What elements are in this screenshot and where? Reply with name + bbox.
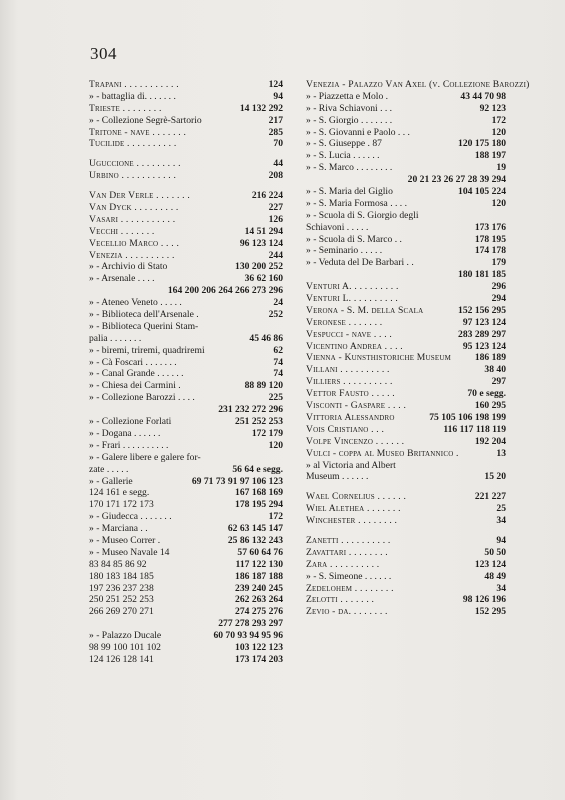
entry-pages: 94 (273, 90, 283, 102)
entry-pages: 188 197 (474, 150, 506, 162)
entry-pages: 251 252 253 (235, 416, 283, 428)
index-entry (306, 559, 506, 571)
index-entry (89, 238, 283, 250)
entry-term: » - battaglia di. . . . . . . (89, 90, 176, 102)
index-entry (89, 380, 283, 392)
index-entry (89, 91, 283, 103)
entry-pages: 24 (273, 297, 283, 309)
index-column-right (306, 79, 530, 618)
index-entry (89, 297, 283, 309)
entry-pages: 20 21 23 26 27 28 39 294 (407, 174, 506, 186)
index-entry (306, 257, 506, 269)
entry-pages: 103 122 123 (235, 641, 283, 653)
index-entry (89, 357, 283, 369)
index-entry (89, 226, 283, 238)
index-entry (306, 471, 506, 483)
entry-term: 266 269 270 271 (89, 606, 154, 618)
entry-pages: 45 46 86 (249, 332, 283, 344)
index-entry (89, 214, 283, 226)
entry-pages: 262 263 264 (235, 594, 283, 606)
entry-pages: 104 105 224 (458, 186, 506, 198)
entry-pages: 50 50 (484, 546, 506, 558)
entry-term: » - Museo Correr . (89, 534, 161, 546)
entry-term: » - Palazzo Ducale (89, 630, 162, 642)
entry-term: » - S. Maria del Giglio (306, 186, 393, 198)
entry-term: Vecchi . . . . . . . (89, 225, 155, 237)
index-entry (306, 412, 506, 424)
index-entry (89, 345, 283, 357)
entry-term: Venturi A. . . . . . . . . . (306, 281, 399, 293)
index-entry (306, 79, 530, 91)
entry-pages: 126 (268, 213, 283, 225)
entry-pages: 244 (268, 249, 283, 261)
entry-pages: 152 295 (474, 606, 506, 618)
entry-pages: 152 156 295 (458, 304, 506, 316)
index-entry (89, 523, 283, 535)
entry-pages: 294 (491, 293, 506, 305)
index-entry (306, 341, 506, 353)
entry-term: » - Marciana . . (89, 523, 148, 535)
entry-term: » al Victoria and Albert (306, 459, 396, 471)
entry-term: Museum . . . . . . (306, 471, 369, 483)
entry-term: Uguccione . . . . . . . . . (89, 158, 181, 170)
entry-pages: 164 200 206 264 266 273 296 (167, 285, 283, 297)
index-entry (89, 499, 283, 511)
entry-pages: 283 289 297 (458, 328, 506, 340)
entry-term: Schiavoni . . . . . (306, 221, 369, 233)
entry-term: Verona - S. M. della Scala (306, 304, 424, 316)
index-entry (89, 440, 283, 452)
entry-term: » - Biblioteca Querini Stam- (89, 320, 199, 332)
entry-pages: 98 126 196 (462, 594, 506, 606)
entry-term: Tritone - nave . . . . . . . (89, 126, 187, 138)
entry-term: 98 99 100 101 102 (89, 641, 161, 653)
index-entry (306, 174, 506, 186)
index-entry (306, 448, 506, 460)
entry-pages: 34 (496, 582, 506, 594)
index-entry (89, 594, 283, 606)
index-entry (306, 388, 506, 400)
entry-pages: 167 168 169 (235, 487, 283, 499)
entry-pages: 62 63 145 147 (227, 523, 283, 535)
index-entry (306, 115, 506, 127)
entry-pages: 60 70 93 94 95 96 (213, 630, 283, 642)
index-entry (89, 416, 283, 428)
index-entry (89, 333, 283, 345)
index-entry (306, 269, 506, 281)
entry-term: Volpe Vincenzo . . . . . . (306, 435, 405, 447)
entry-term: Veronese . . . . . . . (306, 316, 383, 328)
entry-pages: 192 204 (474, 435, 506, 447)
index-entry (306, 594, 506, 606)
entry-pages: 217 (268, 114, 283, 126)
entry-term: » - Ateneo Veneto . . . . . (89, 297, 182, 309)
index-entry (306, 138, 506, 150)
entry-pages: 25 (496, 503, 506, 515)
index-entry (89, 285, 283, 297)
index-entry (89, 630, 283, 642)
entry-term: Vecellio Marco . . . . (89, 237, 180, 249)
entry-term: Venezia - Palazzo Van Axel (v. Collezione Barozzi) (306, 79, 530, 90)
entry-pages: 92 123 (479, 102, 506, 114)
entry-pages: 173 174 203 (235, 653, 283, 665)
entry-pages: 96 123 124 (239, 237, 283, 249)
entry-term: » - Veduta del De Barbari . . (306, 257, 414, 269)
entry-pages: 123 124 (474, 558, 506, 570)
index-entry (306, 281, 506, 293)
entry-term: Winchester . . . . . . . . (306, 515, 398, 527)
entry-pages: 120 (268, 439, 283, 451)
index-entry (306, 305, 506, 317)
entry-pages: 180 181 185 (458, 269, 506, 281)
index-entry (89, 428, 283, 440)
entry-pages: 221 227 (474, 491, 506, 503)
index-entry (306, 352, 506, 364)
entry-pages: 172 (491, 114, 506, 126)
entry-pages: 116 117 118 119 (443, 423, 506, 435)
index-entry (89, 559, 283, 571)
entry-term: 170 171 172 173 (89, 499, 154, 511)
index-entry (89, 115, 283, 127)
entry-pages: 172 (268, 511, 283, 523)
entry-term: Trieste . . . . . . . . (89, 102, 162, 114)
index-entry (89, 321, 283, 333)
entry-pages: 179 (491, 257, 506, 269)
entry-term: 180 183 184 185 (89, 570, 154, 582)
entry-term: » - Collezione Barozzi . . . . (89, 392, 195, 404)
index-entry (306, 606, 506, 618)
index-entry (89, 158, 283, 170)
entry-term: » - S. Marco . . . . . . . . (306, 162, 393, 174)
index-entry (306, 424, 506, 436)
entry-term: 124 126 128 141 (89, 653, 154, 665)
index-entry (89, 464, 283, 476)
entry-term: Van Dyck . . . . . . . . . (89, 202, 179, 214)
entry-pages: 178 195 294 (235, 499, 283, 511)
index-entry (306, 583, 506, 595)
entry-pages: 62 (273, 344, 283, 356)
entry-term: Venezia . . . . . . . . . . (89, 249, 175, 261)
index-entry (306, 515, 506, 527)
index-entry (89, 654, 283, 666)
entry-pages: 69 71 73 91 97 106 123 (191, 475, 283, 487)
entry-term: Zanetti . . . . . . . . . . (306, 534, 391, 546)
entry-pages: 56 64 e segg. (232, 463, 283, 475)
entry-term: Urbino . . . . . . . . . . . (89, 170, 177, 182)
index-entry (89, 404, 283, 416)
entry-term: » - Canal Grande . . . . . . (89, 368, 184, 380)
entry-term: » - Dogana . . . . . . (89, 427, 161, 439)
index-entry (89, 452, 283, 464)
entry-term: » - S. Maria Formosa . . . . (306, 197, 407, 209)
entry-term: 124 161 e segg. (89, 487, 150, 499)
entry-term: Vois Cristiano . . . (306, 423, 385, 435)
entry-term: » - Riva Schiavoni . . . (306, 102, 393, 114)
index-entry (306, 293, 506, 305)
entry-pages: 120 (491, 126, 506, 138)
index-entry (306, 198, 506, 210)
index-entry (306, 162, 506, 174)
index-entry (89, 190, 283, 202)
entry-term: » - Galere libere e galere for- (89, 451, 201, 463)
entry-pages: 14 132 292 (239, 102, 283, 114)
index-entry (306, 503, 506, 515)
entry-term: » - S. Simeone . . . . . . (306, 570, 392, 582)
entry-term: 83 84 85 86 92 (89, 558, 147, 570)
index-entry (89, 583, 283, 595)
index-entry (89, 535, 283, 547)
index-entry (306, 436, 506, 448)
entry-pages: 186 187 188 (235, 570, 283, 582)
entry-pages: 44 (273, 158, 283, 170)
entry-term: » - Giudecca . . . . . . . (89, 511, 172, 523)
entry-pages: 285 (268, 126, 283, 138)
index-entry (89, 309, 283, 321)
entry-term: » - Collezione Forlati (89, 416, 172, 428)
entry-term: » - Gallerie (89, 475, 133, 487)
entry-term: Vasari . . . . . . . . . . . (89, 213, 176, 225)
entry-pages: 225 (268, 392, 283, 404)
index-entry (89, 250, 283, 262)
entry-term: Trapani . . . . . . . . . . . (89, 79, 179, 90)
entry-pages: 186 189 (474, 352, 506, 364)
entry-pages: 239 240 245 (235, 582, 283, 594)
entry-term: 250 251 252 253 (89, 594, 154, 606)
entry-pages: 57 60 64 76 (237, 546, 283, 558)
entry-pages: 88 89 120 (244, 380, 283, 392)
entry-pages: 120 175 180 (458, 138, 506, 150)
entry-term: » - biremi, triremi, quadriremi (89, 344, 205, 356)
entry-term: Wiel Alethea . . . . . . . (306, 503, 401, 515)
entry-term: Villiers . . . . . . . . . . (306, 376, 393, 388)
index-entry (89, 618, 283, 630)
index-entry (89, 170, 283, 182)
index-entry (306, 364, 506, 376)
entry-term: Vespucci - nave . . . . (306, 328, 393, 340)
index-entry (89, 392, 283, 404)
entry-term: » - Piazzetta e Molo . (306, 90, 389, 102)
entry-pages: 173 176 (474, 221, 506, 233)
index-entry (306, 150, 506, 162)
index-entry (89, 138, 283, 150)
index-entry (89, 642, 283, 654)
index-entry (89, 103, 283, 115)
index-entry (89, 476, 283, 488)
entry-term: » - Cà Foscari . . . . . . . (89, 356, 177, 368)
entry-pages: 97 123 124 (462, 316, 506, 328)
entry-term: Zedelohem . . . . . . . . (306, 582, 394, 594)
index-entry (89, 487, 283, 499)
entry-term: Zelotti . . . . . . . (306, 594, 375, 606)
index-entry (306, 127, 506, 139)
entry-term: Vulci - coppa al Museo Britannico . (306, 447, 459, 459)
index-entry (306, 547, 506, 559)
entry-pages: 120 (491, 197, 506, 209)
entry-term: Zevio - da. . . . . . . . (306, 606, 388, 618)
entry-pages: 70 (273, 138, 283, 150)
entry-pages: 14 51 294 (244, 225, 283, 237)
entry-pages: 19 (496, 162, 506, 174)
entry-term: » - S. Giovanni e Paolo . . . (306, 126, 410, 138)
entry-pages: 43 44 70 98 (460, 90, 506, 102)
entry-pages: 94 (496, 534, 506, 546)
entry-term: » - Arsenale . . . . (89, 273, 155, 285)
index-entry (89, 368, 283, 380)
index-entry (306, 571, 506, 583)
index-column-left (89, 79, 283, 666)
index-entry (306, 400, 506, 412)
entry-term: Villani . . . . . . . . . . (306, 364, 390, 376)
entry-term: » - S. Lucia . . . . . . (306, 150, 380, 162)
index-entry (306, 460, 506, 472)
entry-pages: 34 (496, 515, 506, 527)
page-number: 304 (90, 44, 117, 63)
entry-pages: 208 (268, 170, 283, 182)
index-entry (306, 91, 506, 103)
entry-term: » - Chiesa dei Carmini . (89, 380, 181, 392)
entry-term: palia . . . . . . . (89, 332, 142, 344)
index-entry (306, 329, 506, 341)
entry-pages: 231 232 272 296 (218, 404, 283, 416)
entry-term: » - Seminario . . . . . (306, 245, 383, 257)
index-entry (306, 491, 506, 503)
index-entry (89, 273, 283, 285)
entry-pages: 227 (268, 202, 283, 214)
entry-term: zate . . . . . (89, 463, 129, 475)
entry-pages: 74 (273, 356, 283, 368)
entry-term: » - Scuola di S. Marco . . (306, 233, 402, 245)
entry-term: » - Museo Navale 14 (89, 546, 170, 558)
entry-term: Zara . . . . . . . . . . (306, 558, 380, 570)
entry-term: » - Collezione Segrè-Sartorio (89, 114, 202, 126)
entry-pages: 95 123 124 (462, 340, 506, 352)
index-entry (306, 234, 506, 246)
index-entry (306, 317, 506, 329)
entry-pages: 25 86 132 243 (227, 534, 283, 546)
entry-term: » - Scuola di S. Giorgio degli (306, 209, 419, 221)
entry-pages: 252 (268, 309, 283, 321)
entry-pages: 36 62 160 (244, 273, 283, 285)
index-entry (89, 606, 283, 618)
entry-pages: 297 (491, 376, 506, 388)
entry-term: » - Biblioteca dell'Arsenale . (89, 309, 199, 321)
entry-pages: 38 40 (484, 364, 506, 376)
entry-term: Venturi L. . . . . . . . . . (306, 293, 399, 305)
entry-pages: 124 (268, 79, 283, 90)
entry-term: 197 236 237 238 (89, 582, 154, 594)
entry-term: Van Der Verle . . . . . . . (89, 190, 190, 202)
entry-pages: 172 179 (251, 427, 283, 439)
index-entry (89, 261, 283, 273)
entry-pages: 216 224 (251, 190, 283, 202)
entry-pages: 48 49 (484, 570, 506, 582)
entry-term: » - S. Giorgio . . . . . . . (306, 114, 393, 126)
index-entry (89, 547, 283, 559)
entry-pages: 174 178 (474, 245, 506, 257)
entry-pages: 274 275 276 (235, 606, 283, 618)
entry-pages: 178 195 (474, 233, 506, 245)
entry-term: Vienna - Kunsthistoriche Museum (306, 352, 452, 364)
entry-term: Zavattari . . . . . . . . (306, 546, 388, 558)
index-entry (89, 202, 283, 214)
entry-pages: 13 (496, 447, 506, 459)
entry-pages: 130 200 252 (235, 261, 283, 273)
entry-pages: 70 e segg. (467, 388, 506, 400)
index-entry (306, 103, 506, 115)
entry-term: Vettor Fausto . . . . . (306, 388, 395, 400)
entry-term: Vittoria Alessandro (306, 411, 395, 423)
entry-pages: 117 122 130 (235, 558, 283, 570)
index-entry (306, 535, 506, 547)
index-entry (306, 376, 506, 388)
index-entry (306, 210, 506, 222)
entry-term: Wael Cornelius . . . . . . (306, 491, 407, 503)
entry-pages: 75 105 106 198 199 (429, 411, 506, 423)
entry-pages: 160 295 (474, 400, 506, 412)
entry-term: Tucilide . . . . . . . . . . (89, 138, 177, 150)
entry-term: » - Frari . . . . . . . . . . (89, 439, 169, 451)
entry-pages: 296 (491, 281, 506, 293)
entry-term: » - Archivio di Stato (89, 261, 168, 273)
entry-pages: 15 20 (484, 471, 506, 483)
entry-pages: 74 (273, 368, 283, 380)
entry-term: Visconti - Gaspare . . . . (306, 400, 407, 412)
index-entry (306, 245, 506, 257)
index-entry (306, 222, 506, 234)
index-entry (89, 79, 283, 91)
index-entry (306, 186, 506, 198)
index-entry (89, 571, 283, 583)
index-entry (89, 511, 283, 523)
index-entry (89, 127, 283, 139)
entry-term: » - S. Giuseppe . 87 (306, 138, 382, 150)
entry-term: Vicentino Andrea . . . . (306, 340, 403, 352)
entry-pages: 277 278 293 297 (218, 618, 283, 630)
